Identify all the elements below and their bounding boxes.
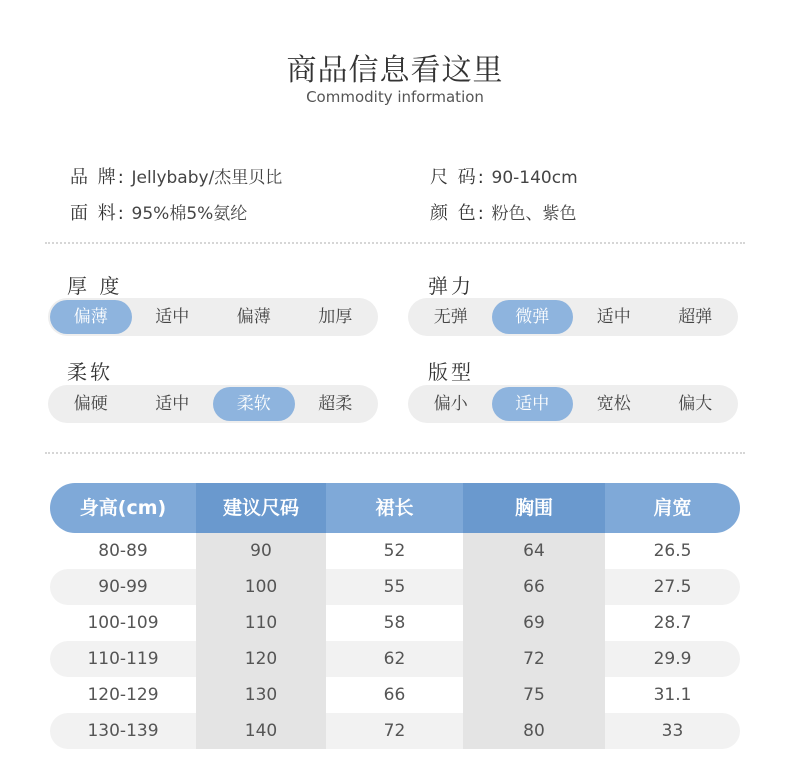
cell: 26.5 xyxy=(653,541,692,561)
cell: 140 xyxy=(196,713,326,749)
divider-bottom xyxy=(45,452,745,454)
fit-option[interactable]: 宽松 xyxy=(596,394,631,414)
cell: 110 xyxy=(196,605,326,641)
cell: 66 xyxy=(383,685,406,705)
thickness-selector xyxy=(48,298,378,336)
header-length: 裙长 xyxy=(375,497,414,519)
cell: 80-89 xyxy=(98,541,148,561)
cell: 120 xyxy=(196,641,326,677)
elasticity-title: 弹力 xyxy=(428,274,474,298)
cell: 29.9 xyxy=(653,649,692,669)
elasticity-option[interactable]: 适中 xyxy=(596,307,631,327)
size-label: 尺 码: xyxy=(430,167,486,188)
elasticity-selector xyxy=(408,298,738,336)
header-size: 建议尺码 xyxy=(196,483,326,533)
cell: 75 xyxy=(463,677,605,713)
cell: 90-99 xyxy=(98,577,148,597)
softness-selector xyxy=(48,385,378,423)
cell: 100 xyxy=(196,569,326,605)
divider-top xyxy=(45,242,745,244)
cell: 130 xyxy=(196,677,326,713)
page-subtitle: Commodity information xyxy=(306,88,484,106)
cell: 130-139 xyxy=(87,721,159,741)
brand-value: Jellybaby/杰里贝比 xyxy=(131,168,283,188)
softness-option[interactable]: 超柔 xyxy=(318,394,353,414)
size-value: 90-140cm xyxy=(491,168,578,188)
fit-option[interactable]: 偏大 xyxy=(678,394,713,414)
softness-option[interactable]: 柔软 xyxy=(213,387,295,421)
cell: 72 xyxy=(463,641,605,677)
table-row xyxy=(50,677,740,713)
cell: 72 xyxy=(383,721,406,741)
softness-option[interactable]: 适中 xyxy=(155,394,190,414)
cell: 64 xyxy=(463,533,605,569)
thickness-option[interactable]: 偏薄 xyxy=(50,300,132,334)
cell: 120-129 xyxy=(87,685,159,705)
fabric-value: 95%棉5%氨纶 xyxy=(131,204,248,224)
brand-info xyxy=(70,163,282,189)
table-row xyxy=(50,605,740,641)
thickness-option[interactable]: 适中 xyxy=(155,307,190,327)
thickness-title: 厚 度 xyxy=(67,274,123,298)
softness-title: 柔软 xyxy=(67,360,113,384)
header-height: 身高(cm) xyxy=(79,497,167,519)
table-row xyxy=(50,569,740,605)
color-info xyxy=(430,199,577,225)
page-title: 商品信息看这里 xyxy=(286,53,504,88)
elasticity-option[interactable]: 微弹 xyxy=(492,300,574,334)
cell: 28.7 xyxy=(653,613,692,633)
table-header xyxy=(50,483,740,533)
size-info xyxy=(430,163,578,189)
size-table xyxy=(50,483,740,749)
cell: 58 xyxy=(383,613,406,633)
header-chest: 胸围 xyxy=(463,483,605,533)
cell: 33 xyxy=(661,721,684,741)
cell: 27.5 xyxy=(653,577,692,597)
cell: 52 xyxy=(383,541,406,561)
header-shoulder: 肩宽 xyxy=(653,497,692,519)
cell: 90 xyxy=(196,533,326,569)
table-row xyxy=(50,533,740,569)
color-value: 粉色、紫色 xyxy=(491,204,577,224)
cell: 100-109 xyxy=(87,613,159,633)
cell: 31.1 xyxy=(653,685,692,705)
elasticity-option[interactable]: 无弹 xyxy=(433,307,468,327)
fabric-label: 面 料: xyxy=(70,203,126,224)
fit-title: 版型 xyxy=(428,360,474,384)
fit-option[interactable]: 适中 xyxy=(492,387,574,421)
elasticity-option[interactable]: 超弹 xyxy=(678,307,713,327)
fit-selector xyxy=(408,385,738,423)
cell: 62 xyxy=(383,649,406,669)
fit-option[interactable]: 偏小 xyxy=(433,394,468,414)
thickness-option[interactable]: 加厚 xyxy=(318,307,353,327)
cell: 69 xyxy=(463,605,605,641)
table-row xyxy=(50,641,740,677)
cell: 55 xyxy=(383,577,406,597)
table-row xyxy=(50,713,740,749)
color-label: 颜 色: xyxy=(430,203,486,224)
softness-option[interactable]: 偏硬 xyxy=(73,394,108,414)
cell: 110-119 xyxy=(87,649,159,669)
brand-label: 品 牌: xyxy=(70,167,126,188)
fabric-info xyxy=(70,199,247,225)
thickness-option[interactable]: 偏薄 xyxy=(236,307,271,327)
cell: 66 xyxy=(463,569,605,605)
cell: 80 xyxy=(463,713,605,749)
